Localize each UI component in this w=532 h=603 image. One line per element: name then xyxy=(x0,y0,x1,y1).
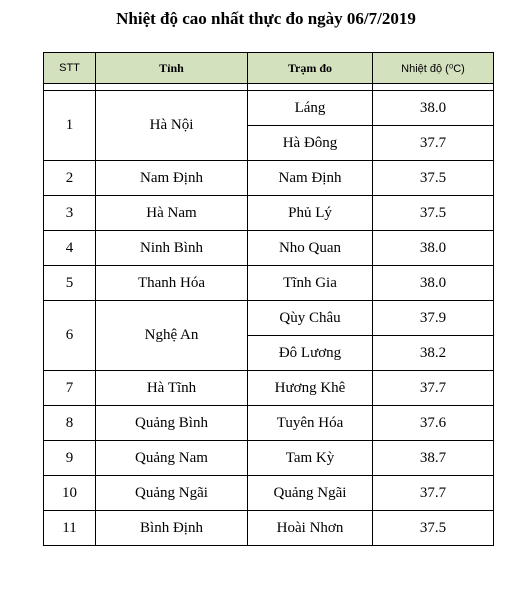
header-stt: STT xyxy=(44,53,96,84)
table-row xyxy=(44,231,494,266)
cell-tram: Nho Quan xyxy=(248,231,373,266)
cell-nhiet: 37.5 xyxy=(373,196,494,231)
cell-tinh: Nam Định xyxy=(96,161,248,196)
cell-tinh: Hà Tĩnh xyxy=(96,371,248,406)
cell-stt: 7 xyxy=(44,371,96,406)
cell-stt: 11 xyxy=(44,511,96,546)
table-row xyxy=(44,301,494,336)
table-title: Nhiệt độ cao nhất thực đo ngày 06/7/2019 xyxy=(116,9,416,28)
header-nhiet: Nhiệt độ (⁰C) xyxy=(373,53,494,84)
cell-stt: 3 xyxy=(44,196,96,231)
cell-stt: 8 xyxy=(44,406,96,441)
table-row xyxy=(44,196,494,231)
cell-tram: Đô Lương xyxy=(248,336,373,371)
cell-nhiet: 37.9 xyxy=(373,301,494,336)
table-row xyxy=(44,371,494,406)
cell-nhiet: 37.6 xyxy=(373,406,494,441)
cell-nhiet: 37.7 xyxy=(373,371,494,406)
cell-tinh: Quảng Bình xyxy=(96,406,248,441)
table-row xyxy=(44,91,494,126)
cell-nhiet: 37.5 xyxy=(373,161,494,196)
cell-tram: Tĩnh Gia xyxy=(248,266,373,301)
cell-tinh: Bình Định xyxy=(96,511,248,546)
cell-stt: 9 xyxy=(44,441,96,476)
table-row xyxy=(44,161,494,196)
cell-stt: 2 xyxy=(44,161,96,196)
cell-stt: 5 xyxy=(44,266,96,301)
cell-nhiet: 38.0 xyxy=(373,266,494,301)
cell-nhiet: 37.5 xyxy=(373,511,494,546)
cell-tram: Láng xyxy=(248,91,373,126)
table-row xyxy=(44,476,494,511)
cell-nhiet: 37.7 xyxy=(373,476,494,511)
cell-nhiet: 38.0 xyxy=(373,91,494,126)
table-row xyxy=(44,511,494,546)
cell-nhiet: 38.2 xyxy=(373,336,494,371)
temperature-table xyxy=(43,52,494,546)
cell-tram: Qùy Châu xyxy=(248,301,373,336)
cell-tram: Hoài Nhơn xyxy=(248,511,373,546)
table-row xyxy=(44,266,494,301)
table-row xyxy=(44,441,494,476)
cell-tram: Hà Đông xyxy=(248,126,373,161)
cell-tram: Hương Khê xyxy=(248,371,373,406)
cell-tinh: Quảng Ngãi xyxy=(96,476,248,511)
cell-tinh: Nghệ An xyxy=(96,301,248,371)
table-body xyxy=(44,84,494,546)
cell-stt: 4 xyxy=(44,231,96,266)
cell-tinh: Thanh Hóa xyxy=(96,266,248,301)
table-row xyxy=(44,406,494,441)
cell-tinh: Hà Nam xyxy=(96,196,248,231)
cell-stt: 10 xyxy=(44,476,96,511)
cell-stt: 1 xyxy=(44,91,96,161)
cell-nhiet: 37.7 xyxy=(373,126,494,161)
cell-nhiet: 38.0 xyxy=(373,231,494,266)
cell-tinh: Ninh Bình xyxy=(96,231,248,266)
header-tinh: Tỉnh xyxy=(96,53,248,84)
cell-stt: 6 xyxy=(44,301,96,371)
header-row xyxy=(44,53,494,84)
cell-tram: Phủ Lý xyxy=(248,196,373,231)
cell-nhiet: 38.7 xyxy=(373,441,494,476)
cell-tram: Quảng Ngãi xyxy=(248,476,373,511)
spacer-row xyxy=(44,84,494,91)
cell-tram: Tam Kỳ xyxy=(248,441,373,476)
cell-tram: Nam Định xyxy=(248,161,373,196)
cell-tram: Tuyên Hóa xyxy=(248,406,373,441)
header-tram: Trạm đo xyxy=(248,53,373,84)
cell-tinh: Quảng Nam xyxy=(96,441,248,476)
cell-tinh: Hà Nội xyxy=(96,91,248,161)
